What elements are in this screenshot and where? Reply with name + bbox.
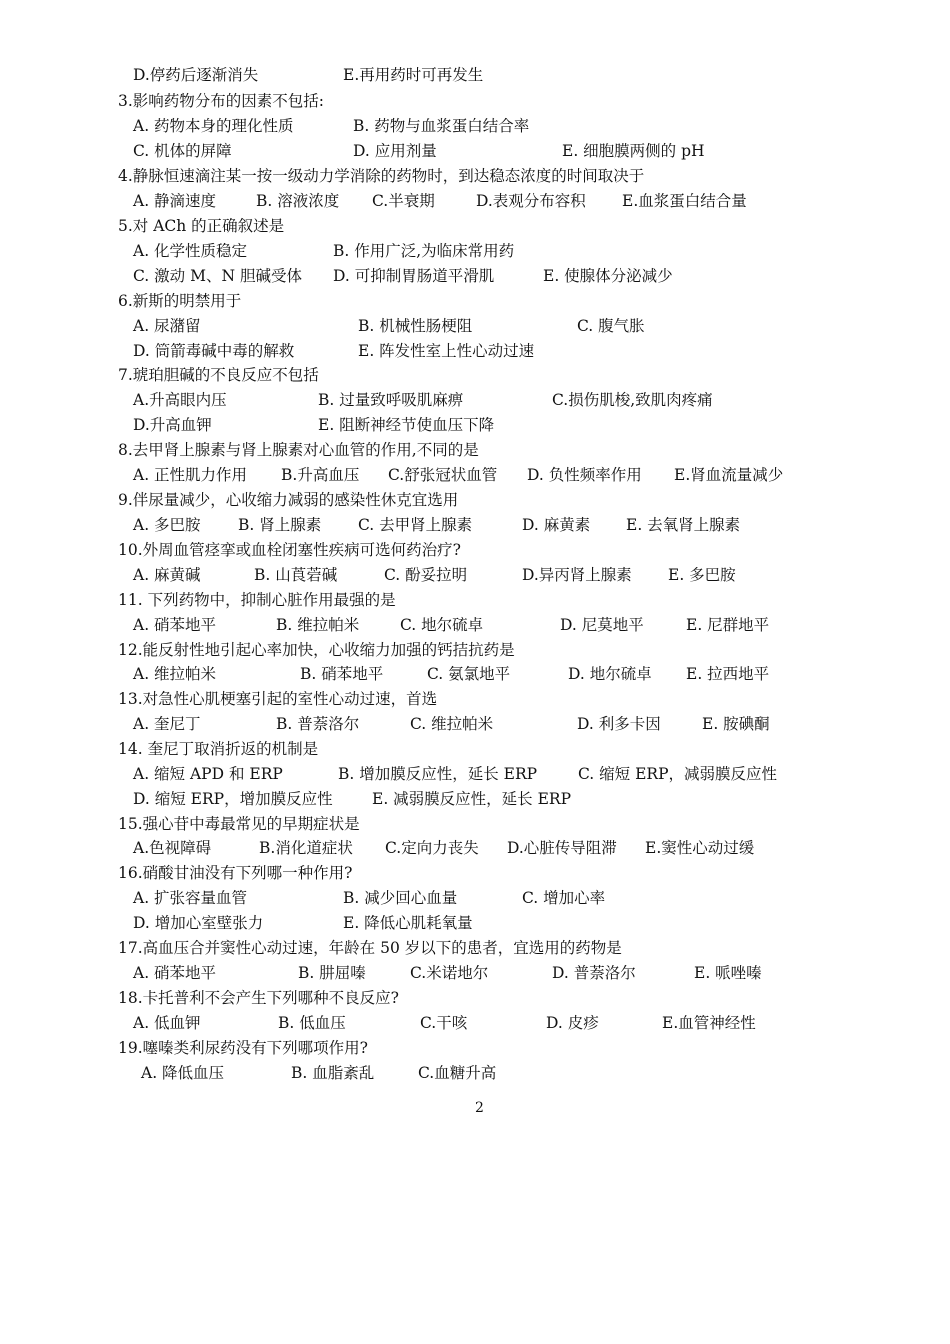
option-e: E. 阻断神经节使血压下降 (318, 416, 495, 434)
option-a: A. 维拉帕米 (133, 665, 217, 683)
option-c: C. 机体的屏障 (133, 142, 232, 160)
option-d: D.停药后逐渐消失 (133, 66, 259, 84)
question-15: 15.强心苷中毒最常见的早期症状是 (118, 815, 360, 833)
question-13: 13.对急性心肌梗塞引起的室性心动过速，首选 (118, 690, 438, 708)
question-19: 19.噻嗪类利尿药没有下列哪项作用? (118, 1039, 368, 1057)
option-c: C.干咳 (420, 1014, 468, 1032)
option-d: D. 可抑制胃肠道平滑肌 (333, 267, 495, 285)
question-17: 17.高血压合并窦性心动过速，年龄在 50 岁以下的患者，宜选用的药物是 (118, 939, 622, 957)
option-e: E.血浆蛋白结合量 (622, 192, 747, 210)
option-a: A. 硝苯地平 (133, 964, 217, 982)
option-b: B. 机械性肠梗阻 (358, 317, 473, 335)
option-c: C. 去甲肾上腺素 (358, 516, 473, 534)
question-8: 8.去甲肾上腺素与肾上腺素对心血管的作用,不同的是 (118, 441, 479, 459)
page-number: 2 (475, 1100, 484, 1116)
option-e: E. 细胞膜两侧的 pH (562, 142, 705, 160)
option-a: A. 奎尼丁 (133, 715, 201, 733)
option-e: E.肾血流量减少 (674, 466, 784, 484)
question-7: 7.琥珀胆碱的不良反应不包括 (118, 366, 319, 384)
option-c: C.血糖升高 (418, 1064, 497, 1082)
option-b: B. 普萘洛尔 (276, 715, 360, 733)
option-b: B. 增加膜反应性，延长 ERP (338, 765, 538, 783)
option-d: D. 增加心室壁张力 (133, 914, 264, 932)
option-a: A.升高眼内压 (133, 391, 227, 409)
option-a: A. 化学性质稳定 (133, 242, 248, 260)
option-a: A. 扩张容量血管 (133, 889, 248, 907)
option-e: E.再用药时可再发生 (343, 66, 484, 84)
option-a: A. 麻黄碱 (133, 566, 201, 584)
option-b: B. 山莨菪碱 (254, 566, 338, 584)
option-d: D. 尼莫地平 (560, 616, 644, 634)
option-b: B.消化道症状 (259, 839, 353, 857)
option-a: A. 药物本身的理化性质 (133, 117, 294, 135)
option-d: D. 普萘洛尔 (552, 964, 636, 982)
option-c: C.半衰期 (372, 192, 435, 210)
option-d: D. 地尔硫卓 (568, 665, 652, 683)
option-a: A. 低血钾 (133, 1014, 201, 1032)
option-e: E. 使腺体分泌减少 (543, 267, 673, 285)
option-e: E. 拉西地平 (686, 665, 770, 683)
option-c: C. 维拉帕米 (410, 715, 494, 733)
option-c: C. 氨氯地平 (427, 665, 511, 683)
option-c: C. 腹气胀 (577, 317, 645, 335)
option-b: B. 作用广泛,为临床常用药 (333, 242, 515, 260)
option-b: B. 药物与血浆蛋白结合率 (353, 117, 530, 135)
option-a: A. 正性肌力作用 (133, 466, 248, 484)
option-a: A.色视障碍 (133, 839, 212, 857)
option-d: D. 应用剂量 (353, 142, 437, 160)
option-d: D.异丙肾上腺素 (522, 566, 632, 584)
question-18: 18.卡托普利不会产生下列哪种不良反应? (118, 989, 399, 1007)
option-e: E. 阵发性室上性心动过速 (358, 342, 535, 360)
option-c: C.损伤肌梭,致肌肉疼痛 (552, 391, 713, 409)
option-a: A. 缩短 APD 和 ERP (133, 765, 283, 783)
option-b: B. 减少回心血量 (343, 889, 458, 907)
option-b: B. 溶液浓度 (256, 192, 340, 210)
question-5: 5.对 ACh 的正确叙述是 (118, 217, 285, 235)
question-4: 4.静脉恒速滴注某一按一级动力学消除的药物时，到达稳态浓度的时间取决于 (118, 167, 645, 185)
option-c: C.舒张冠状血管 (388, 466, 498, 484)
option-e: E.窦性心动过缓 (645, 839, 755, 857)
option-b: B.升高血压 (281, 466, 360, 484)
option-b: B. 维拉帕米 (276, 616, 360, 634)
option-d: D. 负性频率作用 (527, 466, 642, 484)
option-b: B. 肾上腺素 (238, 516, 322, 534)
option-c: C. 缩短 ERP，减弱膜反应性 (578, 765, 778, 783)
option-c: C. 酚妥拉明 (384, 566, 468, 584)
question-12: 12.能反射性地引起心率加快，心收缩力加强的钙拮抗药是 (118, 641, 515, 659)
option-d: D. 筒箭毒碱中毒的解救 (133, 342, 295, 360)
option-d: D.心脏传导阻滞 (507, 839, 617, 857)
option-d: D. 缩短 ERP，增加膜反应性 (133, 790, 333, 808)
option-b: B. 过量致呼吸肌麻痹 (318, 391, 464, 409)
option-e: E. 胺碘酮 (702, 715, 770, 733)
option-e: E. 哌唑嗪 (694, 964, 762, 982)
option-e: E.血管神经性 (662, 1014, 756, 1032)
option-e: E. 减弱膜反应性，延长 ERP (372, 790, 572, 808)
option-b: B. 低血压 (278, 1014, 346, 1032)
question-11: 11. 下列药物中，抑制心脏作用最强的是 (118, 591, 396, 609)
option-e: E. 多巴胺 (668, 566, 736, 584)
option-a: A. 多巴胺 (133, 516, 201, 534)
option-c: C.米诺地尔 (410, 964, 489, 982)
option-a: A. 静滴速度 (133, 192, 217, 210)
question-6: 6.新斯的明禁用于 (118, 292, 242, 310)
option-c: C. 增加心率 (522, 889, 606, 907)
option-b: B. 肼屈嗪 (298, 964, 366, 982)
option-d: D. 利多卡因 (577, 715, 661, 733)
option-b: B. 硝苯地平 (300, 665, 384, 683)
option-e: E. 降低心肌耗氧量 (343, 914, 473, 932)
option-d: D.表观分布容积 (476, 192, 586, 210)
option-a: A. 降低血压 (141, 1064, 225, 1082)
option-e: E. 去氧肾上腺素 (626, 516, 741, 534)
option-d: D.升高血钾 (133, 416, 212, 434)
option-c: C. 激动 M、N 胆碱受体 (133, 267, 302, 285)
option-c: C. 地尔硫卓 (400, 616, 484, 634)
question-3: 3.影响药物分布的因素不包括: (118, 92, 325, 110)
option-c: C.定向力丧失 (385, 839, 479, 857)
option-a: A. 尿潴留 (133, 317, 201, 335)
option-d: D. 皮疹 (546, 1014, 599, 1032)
question-16: 16.硝酸甘油没有下列哪一种作用? (118, 864, 353, 882)
option-d: D. 麻黄素 (522, 516, 591, 534)
option-b: B. 血脂紊乱 (291, 1064, 375, 1082)
question-10: 10.外周血管痉挛或血栓闭塞性疾病可选何药治疗? (118, 541, 461, 559)
option-e: E. 尼群地平 (686, 616, 770, 634)
question-9: 9.伴尿量减少，心收缩力减弱的感染性休克宜选用 (118, 491, 459, 509)
option-a: A. 硝苯地平 (133, 616, 217, 634)
question-14: 14. 奎尼丁取消折返的机制是 (118, 740, 319, 758)
